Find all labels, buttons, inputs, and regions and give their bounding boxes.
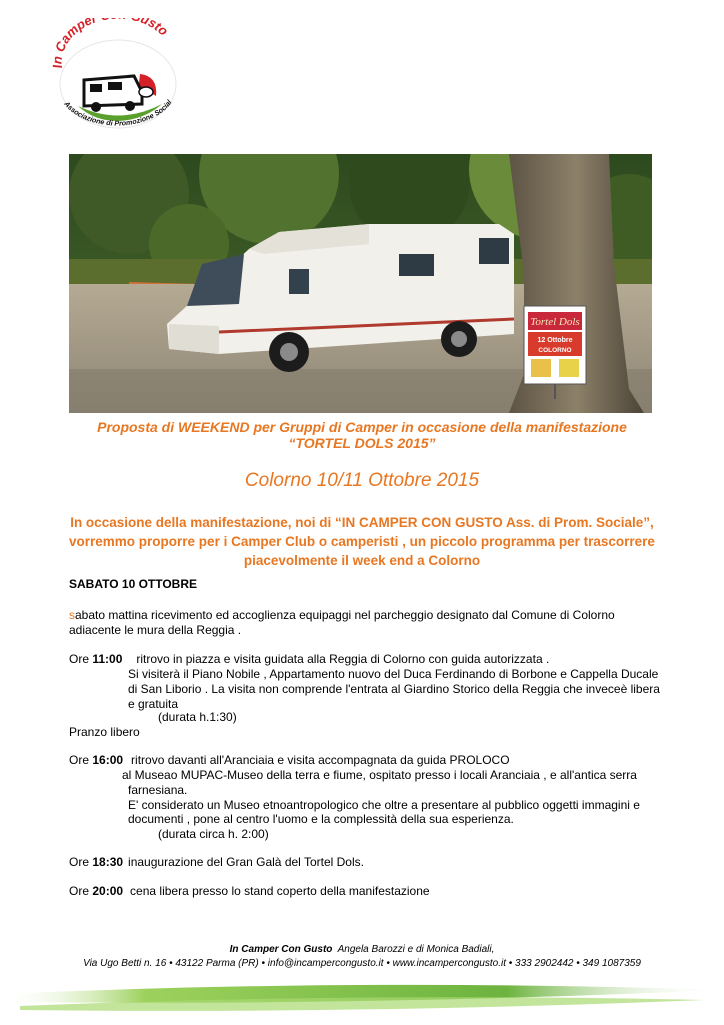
logo (50, 18, 185, 143)
event-1100-prefix: Ore (69, 652, 93, 666)
event-2000 (69, 884, 430, 899)
footer-address: Via Ugo Betti n. 16 • 43122 Parma (PR) • info@incampercongusto.it • www.incampercongusto.it • 333 2902442 • 349 1087359 (83, 958, 641, 969)
event-1100-line4: e gratuita (128, 697, 179, 711)
morning-first-letter: s (69, 608, 75, 622)
event-1830-text: inaugurazione del Gran Galà del Tortel Dols. (128, 855, 364, 869)
event-1600-duration: (durata circa h. 2:00) (158, 827, 269, 841)
intro-line1: In occasione della manifestazione, noi di “IN CAMPER CON GUSTO Ass. di Prom. Sociale”, (70, 515, 654, 530)
morning-paragraph (69, 608, 659, 623)
event-1830 (69, 855, 364, 870)
event-1600 (69, 753, 510, 768)
footer-people: Angela Barozzi e di Monica Badiali, (337, 944, 495, 955)
event-1830-time: 18:30 (92, 855, 124, 869)
sign-town: COLORNO (538, 347, 572, 354)
event-1600-line4: E' considerato un Museo etnoantropologico che oltre a presentare al pubblico oggetti immagini e (128, 798, 640, 812)
event-1100-duration: (durata h.1:30) (158, 710, 237, 724)
camper-photo (69, 154, 652, 413)
logo-bottom-text: Associazione di Promozione Social (62, 98, 174, 128)
event-1600-line2: al Museao MUPAC-Museo della terra e fiume, ospitato presso i locali Aranciaia , e all'antica serra (122, 768, 637, 782)
lunch-text: Pranzo libero (69, 725, 140, 739)
logo-graphic (50, 18, 185, 143)
event-1100-time: 11:00 (92, 652, 123, 666)
event-1600-text: ritrovo davanti all'Aranciaia e visita accompagnata da guida PROLOCO (131, 753, 510, 767)
event-1100-line3: di San Liborio . La visita non comprende l'entrata al Giardino Storico della Reggia che inveceè libera (128, 682, 660, 696)
morning-line2: adiacente le mura della Reggia . (69, 623, 242, 637)
footer-org: In Camper Con Gusto (229, 944, 333, 955)
event-1100-text: ritrovo in piazza e visita guidata alla Reggia di Colorno con guida autorizzata . (136, 652, 550, 666)
event-1600-time: 16:00 (92, 753, 124, 767)
intro-line2: vorremmo proporre per i Camper Club o camperisti , un piccolo programma per trascorrere (69, 534, 655, 549)
morning-text: abato mattina ricevimento ed accoglienza equipaggi nel parcheggio designato dal Comune di Colorno (75, 608, 615, 622)
logo-top-text: In Camper usto (50, 18, 172, 70)
event-1100-line2: Si visiterà il Piano Nobile , Appartamento nuovo del Duca Ferdinando di Borbone e Cappella Ducale (128, 667, 659, 681)
event-2000-text: cena libera presso lo stand coperto della manifestazione (130, 884, 430, 898)
event-1600-prefix: Ore (69, 753, 93, 767)
proposal-line2: “TORTEL DOLS 2015” (288, 435, 436, 451)
event-1830-prefix: Ore (69, 855, 93, 869)
footer-green-swoosh (0, 980, 724, 1020)
intro-paragraph (40, 513, 684, 570)
footer-line1 (0, 944, 724, 955)
day-heading: SABATO 10 OTTOBRE (69, 577, 198, 591)
event-1600-line3: farnesiana. (128, 783, 188, 797)
event-1600-line5: documenti , pone al centro l'uomo e la complessità della sua esperienza. (128, 812, 514, 826)
intro-line3: piacevolmente il week end a Colorno (243, 553, 481, 568)
event-1100 (69, 652, 549, 667)
sign-title: Tortel Dols (530, 316, 580, 328)
page-title: Colorno 10/11 Ottobre 2015 (244, 470, 480, 491)
event-2000-prefix: Ore (69, 884, 93, 898)
event-2000-time: 20:00 (92, 884, 124, 898)
sign-date: 12 Ottobre (537, 337, 573, 344)
proposal-line1: Proposta di WEEKEND per Gruppi di Camper in occasione della manifestazione (97, 419, 627, 435)
